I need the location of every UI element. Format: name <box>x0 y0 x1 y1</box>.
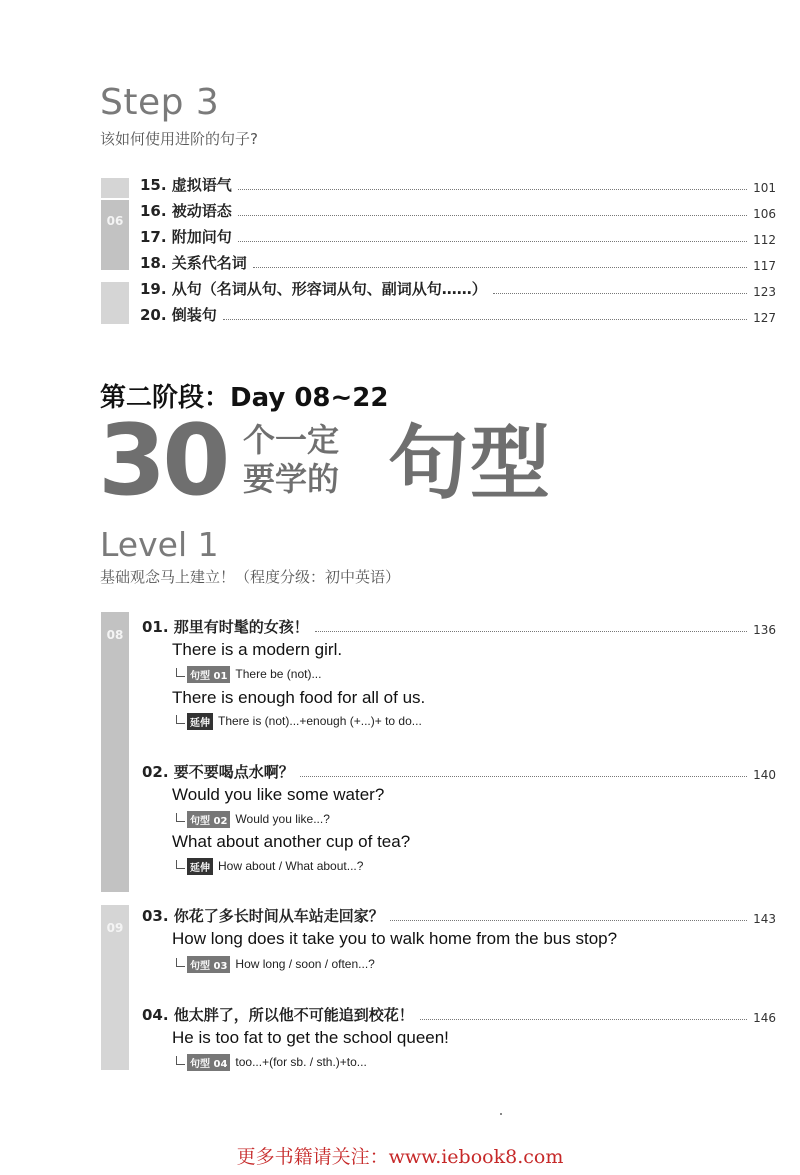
toc-label: 17. 附加问句 <box>140 228 232 246</box>
entry-row[interactable] <box>142 615 776 637</box>
example-sentence: What about another cup of tea? <box>172 832 411 851</box>
toc-page: 101 <box>753 181 776 195</box>
pattern-tag: 句型 04 <box>187 1054 230 1071</box>
example-sentence: He is too fat to get the school queen! <box>172 1028 449 1047</box>
pattern-text: There be (not)... <box>235 667 322 681</box>
toc-row[interactable] <box>140 277 776 299</box>
side-bar-level-top <box>101 612 129 892</box>
toc-row[interactable] <box>140 225 776 247</box>
pattern-line <box>176 810 330 828</box>
step-subtitle: 该如何使用进阶的句子? <box>100 130 258 148</box>
toc-label: 15. 虚拟语气 <box>140 176 232 194</box>
dot-leader <box>390 919 747 921</box>
example-sentence: There is enough food for all of us. <box>172 688 426 707</box>
pattern-tag: 句型 03 <box>187 956 230 973</box>
side-bar-bottom <box>101 282 129 324</box>
pattern-line <box>176 665 321 683</box>
level-title: Level 1 <box>100 525 219 564</box>
hook-icon <box>176 668 185 677</box>
side-bar-number: 09 <box>106 921 124 935</box>
page-mark <box>500 1113 502 1115</box>
side-bar-top <box>101 178 129 198</box>
pattern-text: How long / soon / often...? <box>235 957 375 971</box>
stage-heading: 第二阶段：Day 08~22 <box>100 383 389 413</box>
pattern-text: There is (not)...+enough (+...)+ to do... <box>218 714 422 728</box>
toc-row[interactable] <box>140 303 776 325</box>
example-sentence: There is a modern girl. <box>172 640 343 659</box>
pattern-line <box>176 857 363 875</box>
toc-label: 18. 关系代名词 <box>140 254 247 272</box>
entry-label: 02. 要不要喝点水啊？ <box>142 763 294 781</box>
pattern-text: too...+(for sb. / sth.)+to... <box>235 1055 367 1069</box>
footer-watermark[interactable]: 更多书籍请关注：www.iebook8.com <box>236 1146 564 1168</box>
pattern-tag: 句型 01 <box>187 666 230 683</box>
small-title-line1: 个一定 <box>243 421 340 459</box>
small-title-line2: 要学的 <box>243 460 340 498</box>
toc-page: 112 <box>753 233 776 247</box>
entry-label: 03. 你花了多长时间从车站走回家？ <box>142 907 384 925</box>
hook-icon <box>176 1056 185 1065</box>
entry-page: 143 <box>753 912 776 926</box>
pattern-text: Would you like...? <box>235 812 330 826</box>
entry-row[interactable] <box>142 904 776 926</box>
dot-leader <box>253 266 747 268</box>
dot-leader <box>238 214 747 216</box>
side-bar-number: 06 <box>106 214 124 228</box>
dot-leader <box>493 292 747 294</box>
step-title: Step 3 <box>100 82 220 123</box>
side-bar-level-bottom <box>101 905 129 1070</box>
toc-page: 117 <box>753 259 776 273</box>
toc-row[interactable] <box>140 173 776 195</box>
dot-leader <box>223 318 747 320</box>
dot-leader <box>300 775 747 777</box>
entry-page: 146 <box>753 1011 776 1025</box>
level-subtitle: 基础观念马上建立！（程度分级：初中英语） <box>100 568 401 586</box>
entry-row[interactable] <box>142 760 776 782</box>
extension-tag: 延伸 <box>187 858 213 875</box>
toc-page: 123 <box>753 285 776 299</box>
hook-icon <box>176 958 185 967</box>
entry-label: 04. 他太胖了，所以他不可能追到校花！ <box>142 1006 414 1024</box>
big-title-word: 句型 <box>388 417 552 510</box>
dot-leader <box>315 630 747 632</box>
pattern-line <box>176 712 422 730</box>
dot-leader <box>238 240 747 242</box>
extension-tag: 延伸 <box>187 713 213 730</box>
entry-page: 136 <box>753 623 776 637</box>
dot-leader <box>238 188 747 190</box>
entry-label: 01. 那里有时髦的女孩！ <box>142 618 309 636</box>
entry-page: 140 <box>753 768 776 782</box>
hook-icon <box>176 813 185 822</box>
big-number: 30 <box>98 404 227 518</box>
toc-label: 16. 被动语态 <box>140 202 232 220</box>
hook-icon <box>176 860 185 869</box>
side-bar-main <box>101 200 129 270</box>
pattern-tag: 句型 02 <box>187 811 230 828</box>
toc-label: 20. 倒装句 <box>140 306 217 324</box>
hook-icon <box>176 715 185 724</box>
pattern-line <box>176 1053 367 1071</box>
dot-leader <box>420 1018 747 1020</box>
side-bar-number: 08 <box>106 628 124 642</box>
pattern-line <box>176 955 375 973</box>
example-sentence: Would you like some water? <box>172 785 385 804</box>
toc-page: 127 <box>753 311 776 325</box>
entry-row[interactable] <box>142 1003 776 1025</box>
toc-label: 19. 从句（名词从句、形容词从句、副词从句……） <box>140 280 487 298</box>
example-sentence: How long does it take you to walk home from the bus stop? <box>172 929 618 948</box>
toc-page: 106 <box>753 207 776 221</box>
toc-row[interactable] <box>140 199 776 221</box>
pattern-text: How about / What about...? <box>218 859 364 873</box>
toc-row[interactable] <box>140 251 776 273</box>
